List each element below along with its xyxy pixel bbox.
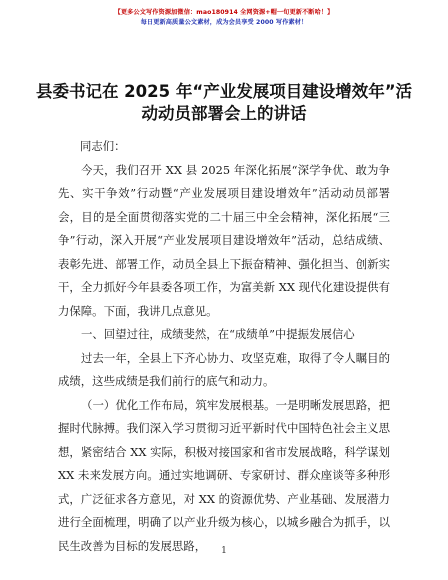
document-title: 县委书记在 2025 年“产业发展项目建设增效年”活动动员部署会上的讲话 — [35, 82, 413, 123]
document-body — [58, 135, 390, 558]
page-number: 1 — [221, 546, 227, 556]
promo-banner — [0, 8, 448, 28]
promo-banner-line-1: 【更多公文写作资源加微信：mao180914 全网资源+帽一旬更新不断哈！】 — [114, 9, 334, 16]
body-paragraph: 今天，我们召开 XX 县 2025 年深化拓展“深学争优、敢为争先、实干争效”行动暨“产业发展项目建设增效年”活动动员部署会，目的是全面贯彻落实党的二十届三中全会精神，深化拓展“三争”行动，深入开展“产业发展项目建设增效年”活动，总结成绩、表彰先进、部署工作，动员全县上下振奋精神、强化担当、创新实干，全力抓好今年县委各项工作，为富美新 XX 现代化建设提供有力保障。下面，我讲几点意见。 — [58, 162, 390, 318]
section-heading: 一、回望过往，成绩斐然，在“成绩单”中提振发展信心 — [81, 327, 355, 341]
salutation: 同志们： — [80, 139, 126, 153]
promo-banner-line-2: 每日更新高质量公文素材，成为会员享受 2000 写作素材！ — [140, 19, 308, 26]
body-paragraph: 过去一年，全县上下齐心协力、攻坚克难，取得了令人瞩目的成绩，这些成绩是我们前行的底气和动力。 — [58, 350, 390, 388]
body-paragraph: （一）优化工作布局，筑牢发展根基。一是明晰发展思路，把握时代脉搏。我们深入学习贯彻习近平新时代中国特色社会主义思想，紧密结合 XX 实际，积极对接国家和省市发展战略，科学谋划 XX 未来发展方向。通过实地调研、专家研讨、群众座谈等多种形式，广泛征求各方意见，对 XX 的资源优势、产业基础、发展潜力进行全面梳理，明确了以产业升级为核心，以城乡融合为抓手，以民生改善为目标的发展思路， — [58, 397, 390, 553]
